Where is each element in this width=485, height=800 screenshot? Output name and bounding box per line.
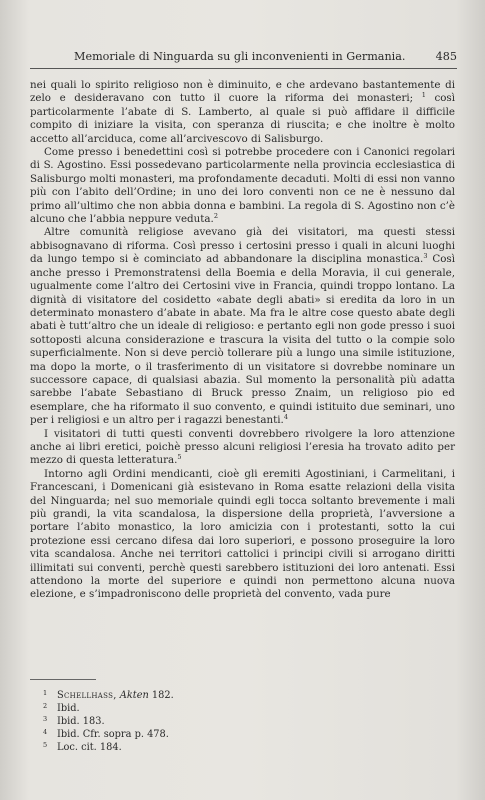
paragraph-text: Come presso i benedettini così si potrebbe procedere con i Canonici regolari di S. Agostino. Essi possedevano particolarmente nella provincia ecclesiastica di Salisburgo molti monasteri, ma profondamente decaduti. Molti di essi non vanno più con l’abito dell’Ordine; in uno dei loro conventi non ce ne è nessuno dal primo all’ultimo che non abbia donna e bambini. La regola di S. Agostino non c’è alcuno che l’abbia neppure veduta. (30, 146, 455, 226)
paragraph-text: I visitatori di tutti questi conventi dovrebbero rivolgere la loro attenzione anche ai libri eretici, poichè presso alcuni religiosi l’eresia ha trovato adito per mezzo di questa letteratura. (30, 427, 455, 467)
paragraph (30, 79, 455, 146)
page-number: 485 (435, 50, 457, 63)
footnote-rest: 182. (148, 690, 174, 701)
paragraph-text: Così anche presso i Premonstratensi della Boemia e della Moravia, il cui generale, ugualmente come l’altro dei Certosini vive in Francia, quindi troppo lontano. La dignità di visitatore del cosidetto «abate degli abati» si eredita da loro in un determinato monastero d’abate in abate. Ma fra le altre cose questo abate degli abati è tutt’altro che un ideale di religioso: e pertanto egli non gode presso i suoi sottoposti alcuna considerazione e trascura la visita del tutto o la compie solo superficialmente. Non si deve perciò tollerare più a lungo una simile istituzione, ma dopo la morte, o il trasferimento di un visitatore si dovrebbe nominare un successore capace, di qualsiasi abazia. Sul momento la personalità più adatta sarebbe l’abate Sebastiano di Bruck presso Znaim, un religioso pio ed esemplare, che ha riformato il suo convento, e quindi istituito due seminari, uno per i religiosi e un altro per i ragazzi benestanti. (30, 253, 456, 427)
footnote-ref: 1 (421, 91, 426, 100)
footnote-author: Schellhass, (57, 690, 117, 701)
footnote-text: Loc. cit. 184. (57, 742, 122, 754)
footnote (43, 702, 174, 715)
footnote-text: Ibid. (57, 703, 80, 715)
paragraph-text: Intorno agli Ordini mendicanti, cioè gli eremiti Agostiniani, i Carmelitani, i Francescani, i Domenicani già esistevano in Roma esatte relazioni della visita del Ninguarda; nel suo memoriale quindi egli tocca soltanto brevemente i mali più grandi, la vita scandalosa, la dispersione della proprietà, l’avversione a portare l’abito monastico, la loro amicizia con i protestanti, sotto la cui protezione essi cercano difesa dai loro superiori, e possono proseguire la loro vita scandalosa. Anche nei territori cattolici i principi civili si arrogano diritti illimitati sui conventi, perchè questi sarebbero istituzioni dei loro antenati. Essi attendono la morte del superiore e quindi non permettono alcuna nuova elezione, e s’impadroniscono delle proprietà del convento, vada pure (30, 467, 455, 601)
body-text (30, 79, 455, 602)
footnote (43, 715, 174, 728)
footnote (43, 728, 174, 741)
footnote-number: 3 (43, 715, 48, 724)
paragraph-text: nei quali lo spirito religioso non è diminuito, e che ardevano bastantemente di zelo e desideravano con tutto il cuore la riforma dei monasteri; (30, 79, 455, 105)
footnote-text (57, 689, 174, 702)
footnotes (43, 689, 174, 754)
running-title: Memoriale di Ninguarda su gli inconvenienti in Germania. (74, 50, 406, 63)
paragraph-text: così particolarmente l’abate di S. Lamberto, al quale si può affidare il difficile compito di iniziare la visita, con speranza di riuscita; e che inoltre è molto accetto all’arciduca, come all’arcivescovo di Salisburgo. (30, 92, 455, 145)
running-header (30, 50, 457, 69)
footnote-number: 5 (43, 741, 48, 750)
paragraph (30, 468, 455, 602)
paragraph (30, 428, 455, 468)
paragraph-text: Altre comunità religiose avevano già dei visitatori, ma questi stessi abbisognavano di riforma. Così presso i certosini presso i quali in alcuni luoghi da lungo tempo si è cominciato ad abbandonare la disciplina monastica. (30, 226, 455, 266)
footnote-number: 4 (43, 728, 48, 737)
footnote-text: Ibid. Cfr. sopra p. 478. (57, 729, 169, 741)
footnote-ref: 3 (423, 252, 428, 261)
footnote-ref: 4 (283, 413, 288, 422)
paragraph (30, 226, 455, 427)
footnote (43, 689, 174, 702)
footnote-ref: 5 (177, 453, 182, 462)
footnote-text: Ibid. 183. (57, 716, 105, 728)
footnote-number: 2 (43, 702, 48, 711)
footnote-ref: 2 (213, 212, 218, 221)
paragraph (30, 146, 455, 226)
footnote-rule (30, 679, 96, 680)
footnote-work: Akten (119, 690, 149, 701)
footnote (43, 741, 174, 754)
footnote-number: 1 (43, 689, 48, 697)
